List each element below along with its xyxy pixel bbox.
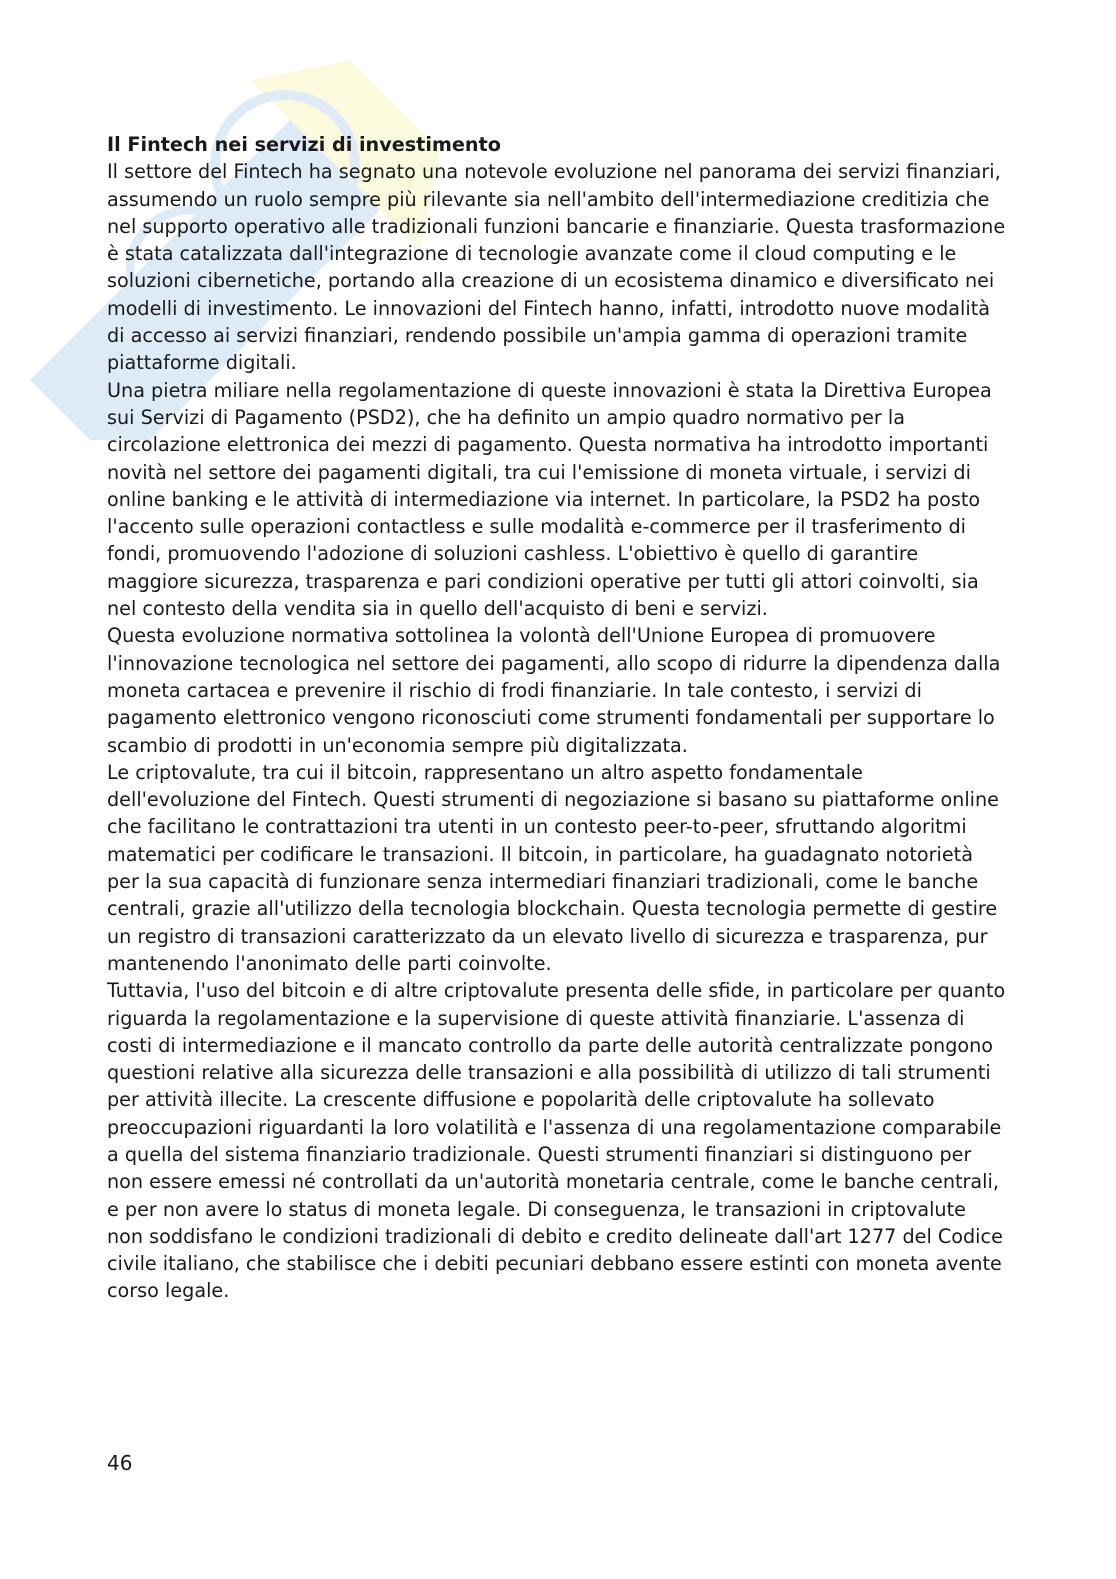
section-title: Il Fintech nei servizi di investimento bbox=[107, 133, 501, 156]
paragraph: Questa evoluzione normativa sottolinea la volontà dell'Unione Europea di promuovere l'innovazione tecnologica nel settore dei pagamenti, allo scopo di ridurre la dipendenza dalla moneta cartacea e prevenire il rischio di frodi finanziarie. In tale contesto, i servizi di pagamento elettronico vengono riconosciuti come strumenti fondamentali per supportare lo scambio di prodotti in un'economia sempre più digitalizzata. bbox=[107, 624, 1001, 757]
paragraph: Il settore del Fintech ha segnato una notevole evoluzione nel panorama dei servizi finanziari, assumendo un ruolo sempre più rilevante sia nell'ambito dell'intermediazione creditizia che nel supporto operativo alle tradizionali funzioni bancarie e finanziarie. Questa trasformazione è stata catalizzata dall'integrazione di tecnologie avanzate come il cloud computing e le soluzioni cibernetiche, portando alla creazione di un ecosistema dinamico e diversificato nei modelli di investimento. Le innovazioni del Fintech hanno, infatti, introdotto nuove modalità di accesso ai servizi finanziari, rendendo possibile un'ampia gamma di operazioni tramite piattaforme digitali. bbox=[107, 160, 1006, 375]
paragraph: Una pietra miliare nella regolamentazione di queste innovazioni è stata la Direttiva Europea sui Servizi di Pagamento (PSD2), che ha definito un ampio quadro normativo per la circolazione elettronica dei mezzi di pagamento. Questa normativa ha introdotto importanti novità nel settore dei pagamenti digitali, tra cui l'emissione di moneta virtuale, i servizi di online banking e le attività di intermediazione via internet. In particolare, la PSD2 ha posto l'accento sulle operazioni contactless e sulle modalità e-commerce per il trasferimento di fondi, promuovendo l'adozione di soluzioni cashless. L'obiettivo è quello di garantire maggiore sicurezza, trasparenza e pari condizioni operative per tutti gli attori coinvolti, sia nel contesto della vendita sia in quello dell'acquisto di beni e servizi. bbox=[107, 378, 992, 621]
page-content bbox=[107, 131, 1007, 1305]
paragraph: Le criptovalute, tra cui il bitcoin, rappresentano un altro aspetto fondamentale dell'evoluzione del Fintech. Questi strumenti di negoziazione si basano su piattaforme online che facilitano le contrattazioni tra utenti in un contesto peer-to-peer, sfruttando algoritmi matematici per codificare le transazioni. Il bitcoin, in particolare, ha guadagnato notorietà per la sua capacità di funzionare senza intermediari finanziari tradizionali, come le banche centrali, grazie all'utilizzo della tecnologia blockchain. Questa tecnologia permette di gestire un registro di transazioni caratterizzato da un elevato livello di sicurezza e trasparenza, pur mantenendo l'anonimato delle parti coinvolte. bbox=[107, 760, 999, 975]
page-number: 46 bbox=[107, 1451, 133, 1475]
paragraph: Tuttavia, l'uso del bitcoin e di altre criptovalute presenta delle sfide, in particolare per quanto riguarda la regolamentazione e la supervisione di queste attività finanziarie. L'assenza di costi di intermediazione e il mancato controllo da parte delle autorità centralizzate pongono questioni relative alla sicurezza delle transazioni e alla possibilità di utilizzo di tali strumenti per attività illecite. La crescente diffusione e popolarità delle criptovalute ha sollevato preoccupazioni riguardanti la loro volatilità e l'assenza di una regolamentazione comparabile a quella del sistema finanziario tradizionale. Questi strumenti finanziari si distinguono per non essere emessi né controllati da un'autorità monetaria centrale, come le banche centrali, e per non avere lo status di moneta legale. Di conseguenza, le transazioni in criptovalute non soddisfano le condizioni tradizionali di debito e credito delineate dall'art 1277 del Codice civile italiano, che stabilisce che i debiti pecuniari debbano essere estinti con moneta avente corso legale. bbox=[107, 979, 1006, 1303]
